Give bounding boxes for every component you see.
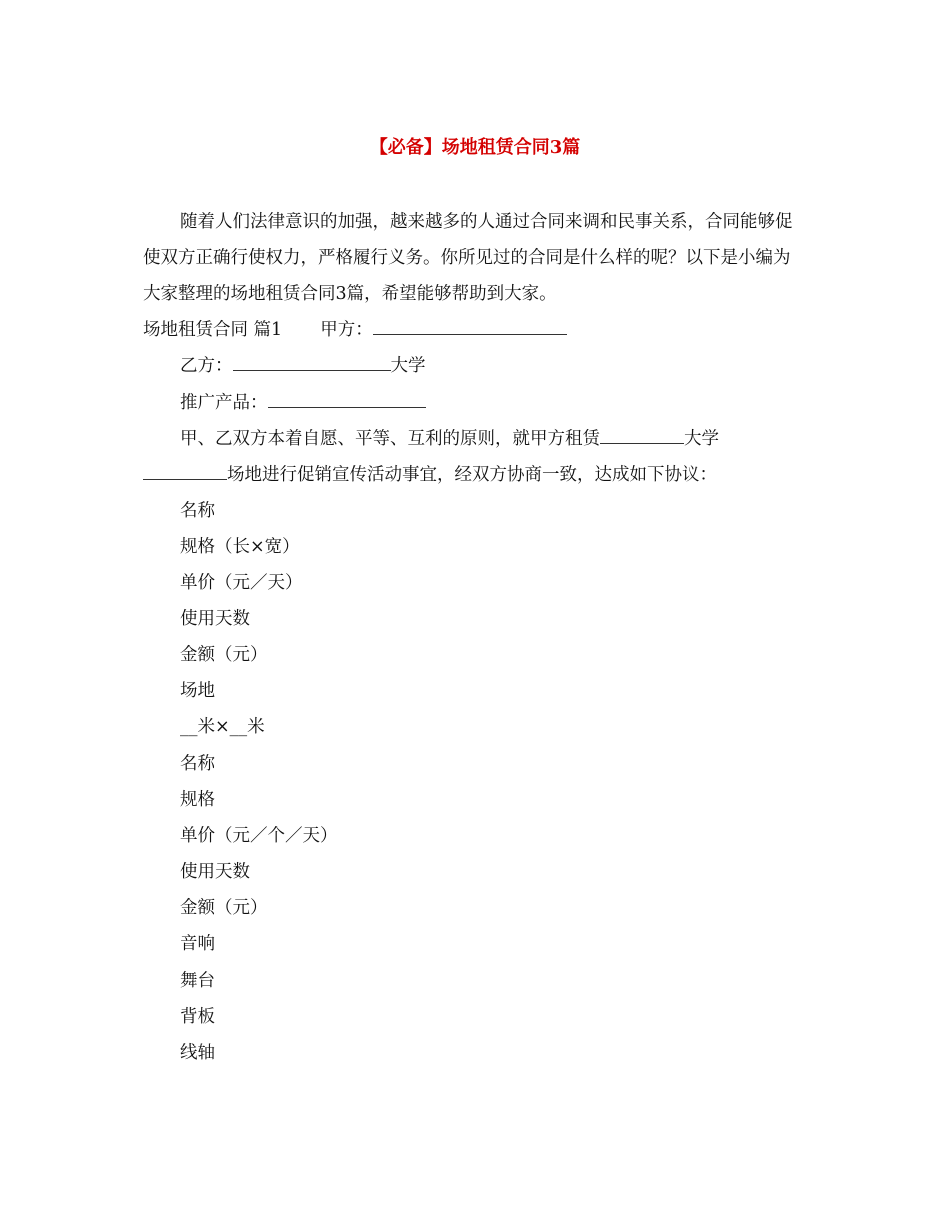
list-item: 名称 bbox=[180, 754, 215, 774]
list-item: 名称 bbox=[180, 501, 215, 521]
party-b-blank bbox=[233, 352, 391, 371]
list-item: 舞台 bbox=[180, 971, 215, 991]
party-a-label: 甲方： bbox=[320, 320, 373, 340]
party-b-suffix: 大学 bbox=[390, 356, 426, 376]
list-item: 单价（元／天） bbox=[180, 573, 303, 593]
agreement-blank-1 bbox=[600, 425, 684, 444]
section-heading: 场地租赁合同 篇1 bbox=[143, 320, 283, 340]
party-a-blank bbox=[373, 316, 567, 335]
agreement-blank-2 bbox=[143, 461, 227, 480]
list-item: 单价（元／个／天） bbox=[180, 826, 338, 846]
list-item: 使用天数 bbox=[180, 609, 250, 629]
agreement-line-2 bbox=[143, 461, 717, 489]
list-item: 音响 bbox=[180, 934, 215, 954]
product-line bbox=[180, 389, 426, 417]
section-heading-line bbox=[143, 316, 567, 344]
list-item: 背板 bbox=[180, 1007, 215, 1027]
agreement-text-2: 场地进行促销宣传活动事宜，经双方协商一致，达成如下协议： bbox=[227, 465, 717, 485]
product-label: 推广产品： bbox=[180, 393, 268, 413]
product-blank bbox=[268, 389, 426, 408]
document-title: 【必备】场地租赁合同3篇 bbox=[369, 137, 581, 158]
intro-text: 随着人们法律意识的加强，越来越多的人通过合同来调和民事关系，合同能够促使双方正确行使权力，严格履行义务。你所见过的合同是什么样的呢？以下是小编为大家整理的场地租赁合同3篇，希望能够帮助到大家。 bbox=[143, 212, 793, 304]
party-b-label: 乙方： bbox=[180, 356, 233, 376]
list-item: 场地 bbox=[180, 681, 215, 701]
list-item: 使用天数 bbox=[180, 862, 250, 882]
intro-paragraph bbox=[143, 204, 803, 312]
list-item: 线轴 bbox=[180, 1043, 215, 1063]
list-item: 规格 bbox=[180, 790, 215, 810]
list-item: 规格（长×宽） bbox=[180, 537, 300, 557]
list-item: __米×__米 bbox=[180, 717, 265, 737]
party-b-line bbox=[180, 352, 426, 380]
agreement-suffix-1: 大学 bbox=[684, 429, 719, 449]
list-item: 金额（元） bbox=[180, 645, 268, 665]
agreement-line-1 bbox=[180, 425, 719, 453]
agreement-text-1: 甲、乙双方本着自愿、平等、互利的原则，就甲方租赁 bbox=[180, 429, 600, 449]
list-item: 金额（元） bbox=[180, 898, 268, 918]
